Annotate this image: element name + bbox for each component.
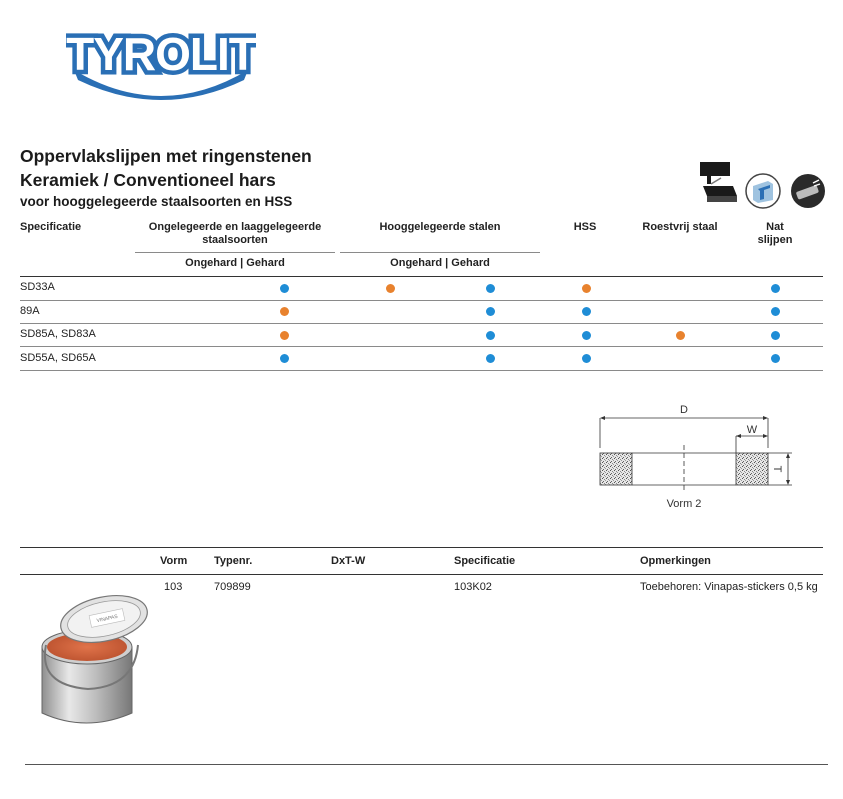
product-specification: 103K02 — [454, 581, 492, 593]
tyrolit-logo — [66, 22, 256, 102]
col-header-wet-grinding — [740, 221, 810, 247]
surface-grinding-icon — [693, 160, 739, 206]
spec-row-label: 89A — [20, 305, 40, 317]
suitability-dot-blue — [280, 284, 289, 293]
row-rule — [20, 323, 823, 324]
svg-text:TYROLIT: TYROLIT — [66, 28, 256, 80]
product-remarks: Toebehoren: Vinapas-stickers 0,5 kg — [640, 581, 818, 593]
subheader-unalloyed: Ongehard | Gehard — [185, 257, 285, 269]
suitability-dot-orange — [582, 284, 591, 293]
col-header-spec: Specificatie — [20, 221, 82, 233]
suitability-dot-blue — [486, 284, 495, 293]
suitability-dot-blue — [582, 307, 591, 316]
page-description: voor hooggelegeerde staalsoorten en HSS — [20, 194, 293, 209]
diagram-caption: Vorm 2 — [666, 498, 702, 510]
row-rule — [20, 370, 823, 371]
suitability-dot-blue — [486, 307, 495, 316]
spec-row-label: SD33A — [20, 281, 55, 293]
col-header-remarks: Opmerkingen — [640, 555, 711, 567]
suitability-dot-blue — [280, 354, 289, 363]
suitability-dot-blue — [486, 331, 495, 340]
col-header-wet-line2: slijpen — [757, 234, 793, 246]
footer-rule — [25, 764, 828, 765]
subheader-high-alloy: Ongehard | Gehard — [390, 257, 490, 269]
subheader-rule-2 — [340, 252, 540, 253]
product-vorm: 103 — [164, 581, 183, 593]
suitability-dot-blue — [771, 331, 780, 340]
spec-row-label: SD55A, SD65A — [20, 352, 96, 364]
dimension-t-label: T — [771, 465, 783, 473]
suitability-dot-orange — [280, 307, 289, 316]
suitability-dot-blue — [771, 284, 780, 293]
suitability-dot-blue — [771, 354, 780, 363]
suitability-dot-blue — [771, 307, 780, 316]
suitability-dot-blue — [582, 331, 591, 340]
form-2-diagram — [590, 398, 800, 513]
col-header-unalloyed — [135, 221, 335, 247]
page-title: Oppervlakslijpen met ringenstenen — [20, 146, 312, 166]
steel-profile-icon — [744, 172, 782, 210]
suitability-dot-orange — [676, 331, 685, 340]
wet-grinding-icon — [789, 172, 827, 210]
suitability-dot-orange — [386, 284, 395, 293]
subheader-rule-1 — [135, 252, 335, 253]
col-header-dxtw: DxT-W — [331, 555, 366, 567]
row-rule — [20, 300, 823, 301]
paint-can-image — [28, 585, 158, 735]
col-header-stainless: Roestvrij staal — [642, 221, 718, 233]
col-header-specification: Specificatie — [454, 555, 516, 567]
dimension-w-label: W — [746, 424, 758, 436]
product-table-header-rule — [20, 574, 823, 575]
col-header-vorm: Vorm — [160, 555, 188, 567]
table-header-rule — [20, 276, 823, 277]
suitability-dot-blue — [582, 354, 591, 363]
row-rule — [20, 346, 823, 347]
product-typenr: 709899 — [214, 581, 251, 593]
spec-row-label: SD85A, SD83A — [20, 328, 96, 340]
page-subtitle: Keramiek / Conventioneel hars — [20, 170, 276, 190]
can-label: VINAPAS — [96, 613, 119, 625]
col-header-unalloyed-line2: staalsoorten — [202, 234, 268, 246]
col-header-wet-line1: Nat — [766, 221, 784, 233]
suitability-dot-orange — [280, 331, 289, 340]
col-header-high-alloy: Hooggelegeerde stalen — [379, 221, 501, 233]
product-table-top-rule — [20, 547, 823, 548]
col-header-typenr: Typenr. — [214, 555, 253, 567]
col-header-unalloyed-line1: Ongelegeerde en laaggelegeerde — [148, 221, 322, 233]
col-header-hss: HSS — [573, 221, 597, 233]
dimension-d-label: D — [680, 404, 688, 416]
suitability-dot-blue — [486, 354, 495, 363]
